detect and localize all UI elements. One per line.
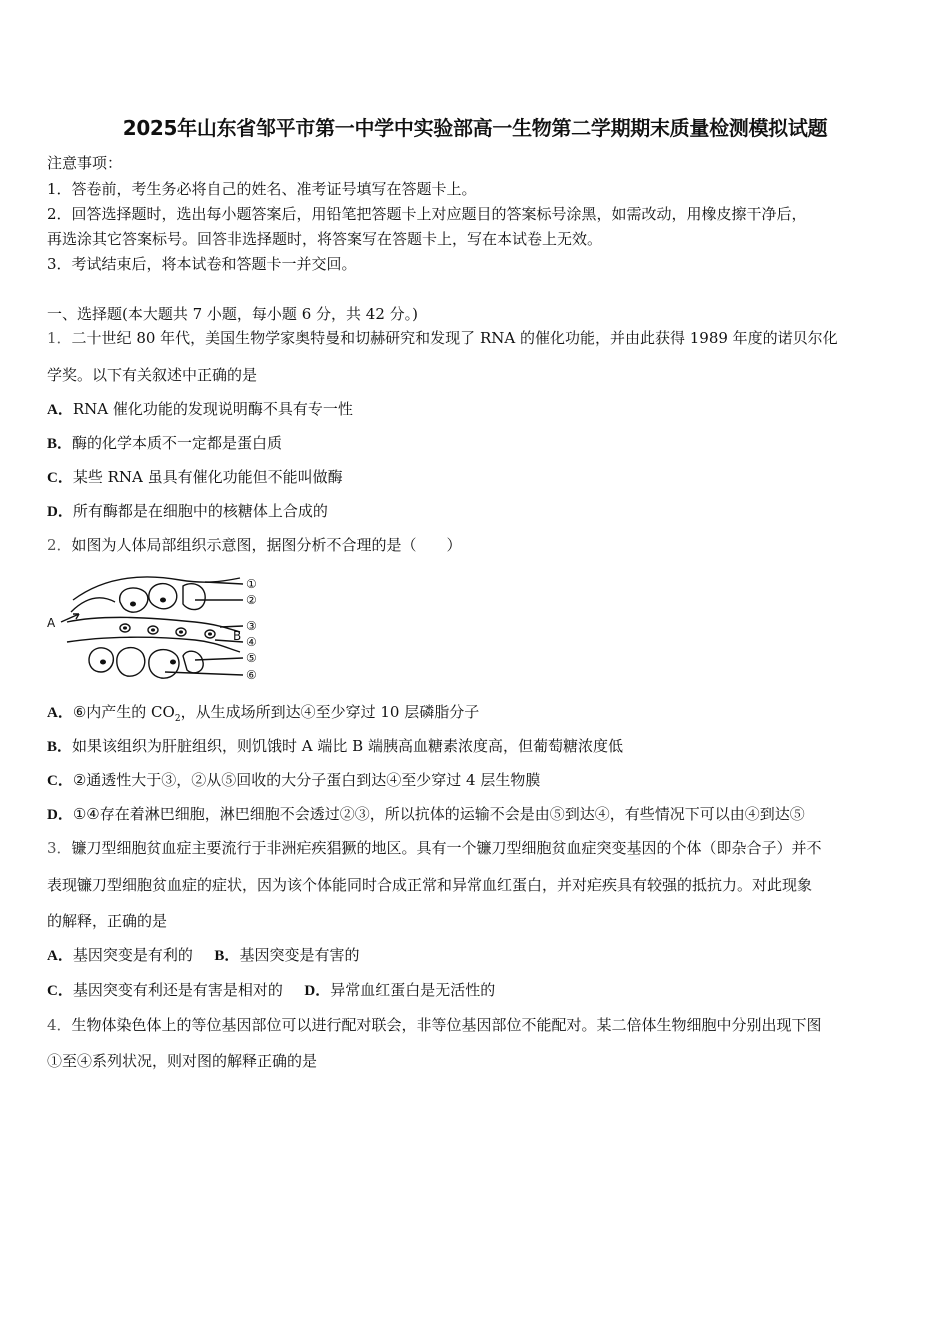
question-4-stem-cont: ①至④系列状况，则对图的解释正确的是	[47, 1052, 318, 1070]
figure-label: ③	[246, 619, 257, 633]
notice-item: 1．答卷前，考生务必将自己的姓名、准考证号填写在答题卡上。	[47, 180, 477, 198]
q3-options-cd	[47, 979, 495, 1000]
option-letter: B．	[47, 739, 73, 755]
option-letter: D．	[304, 983, 331, 999]
question-4-stem	[47, 1014, 822, 1035]
notice-item: 3．考试结束后，将本试卷和答题卡一并交回。	[47, 255, 357, 273]
figure-label: A	[47, 616, 56, 630]
question-text: 生物体染色体上的等位基因部位可以进行配对联会，非等位基因部位不能配对。某二倍体生物细胞中分别出现下图	[71, 1016, 822, 1034]
option-letter: C．	[47, 773, 73, 789]
option-text: 基因突变有利还是有害是相对的	[72, 981, 283, 999]
option-letter: D．	[47, 504, 73, 520]
option-text: 异常血红蛋白是无活性的	[330, 981, 496, 999]
question-1-stem	[47, 327, 838, 348]
question-text: 二十世纪 80 年代，美国生物学家奥特曼和切赫研究和发现了 RNA 的催化功能，并由此获得 1989 年度的诺贝尔化	[71, 329, 838, 347]
option-text: 所有酶都是在细胞中的核糖体上合成的	[72, 502, 328, 520]
option-text: 基因突变是有害的	[239, 946, 360, 964]
option-text: 某些 RNA 虽具有催化功能但不能叫做酶	[72, 468, 343, 486]
question-number: 1．	[47, 329, 72, 347]
notice-heading: 注意事项：	[47, 154, 123, 172]
question-number: 4．	[47, 1016, 72, 1034]
option-letter: C．	[47, 983, 73, 999]
option-text: RNA 催化功能的发现说明酶不具有专一性	[72, 400, 353, 418]
question-number: 2．	[47, 536, 72, 554]
figure-label: ②	[246, 593, 257, 607]
q2-option-a	[47, 701, 479, 724]
q2-option-d	[47, 803, 805, 824]
option-letter: B．	[47, 436, 73, 452]
figure-label: B	[233, 629, 242, 643]
option-text: ①④存在着淋巴细胞，淋巴细胞不会透过②③，所以抗体的运输不会是由⑤到达④，有些情况下可以由④到达⑤	[72, 805, 805, 823]
option-text: ②通透性大于③，②从⑤回收的大分子蛋白到达④至少穿过 4 层生物膜	[72, 771, 541, 789]
notice-item: 再选涂其它答案标号。回答非选择题时，将答案写在答题卡上，写在本试卷上无效。	[47, 230, 603, 248]
page-title: 2025年山东省邹平市第一中学中实验部高一生物第二学期期末质量检测模拟试题	[122, 116, 828, 140]
option-text: ⑥内产生的 CO	[72, 703, 175, 721]
subscript: 2	[174, 714, 181, 724]
option-text: 酶的化学本质不一定都是蛋白质	[72, 434, 283, 452]
question-3-stem	[47, 837, 822, 858]
q2-option-b	[47, 735, 623, 756]
option-letter: C．	[47, 470, 73, 486]
option-text: 基因突变是有利的	[72, 946, 193, 964]
question-text: 如图为人体局部组织示意图，据图分析不合理的是（ ）	[71, 536, 462, 554]
question-3-stem-cont: 表现镰刀型细胞贫血症的症状，因为该个体能同时合成正常和异常血红蛋白，并对疟疾具有较强的抵抗力。对此现象	[47, 876, 813, 894]
figure-label: ⑥	[246, 668, 257, 682]
q1-option-b	[47, 432, 282, 453]
q1-option-c	[47, 466, 343, 487]
q3-options-ab	[47, 944, 359, 965]
figure-label: ①	[246, 577, 257, 591]
figure-label: ④	[246, 635, 257, 649]
question-text: 镰刀型细胞贫血症主要流行于非洲疟疾猖獗的地区。具有一个镰刀型细胞贫血症突变基因的个体（即杂合子）并不	[71, 839, 822, 857]
q1-option-a	[47, 398, 353, 419]
notice-item: 2．回答选择题时，选出每小题答案后，用铅笔把答题卡上对应题目的答案标号涂黑，如需改动，用橡皮擦干净后，	[47, 205, 807, 223]
option-text: ，从生成场所到达④至少穿过 10 层磷脂分子	[180, 703, 480, 721]
figure-label: ⑤	[246, 651, 257, 665]
tissue-diagram	[45, 572, 265, 687]
q1-option-d	[47, 500, 328, 521]
option-text: 如果该组织为肝脏组织，则饥饿时 A 端比 B 端胰高血糖素浓度高，但葡萄糖浓度低	[72, 737, 623, 755]
question-3-stem-cont: 的解释，正确的是	[47, 912, 168, 930]
section-heading: 一、选择题(本大题共 7 小题，每小题 6 分，共 42 分。)	[47, 305, 418, 323]
question-number: 3．	[47, 839, 72, 857]
option-letter: A．	[47, 402, 73, 418]
option-letter: A．	[47, 948, 73, 964]
option-letter: B．	[214, 948, 240, 964]
option-letter: D．	[47, 807, 73, 823]
option-letter: A．	[47, 705, 73, 721]
question-1-stem-cont: 学奖。以下有关叙述中正确的是	[47, 366, 258, 384]
question-2-stem	[47, 534, 462, 555]
q2-option-c	[47, 769, 540, 790]
